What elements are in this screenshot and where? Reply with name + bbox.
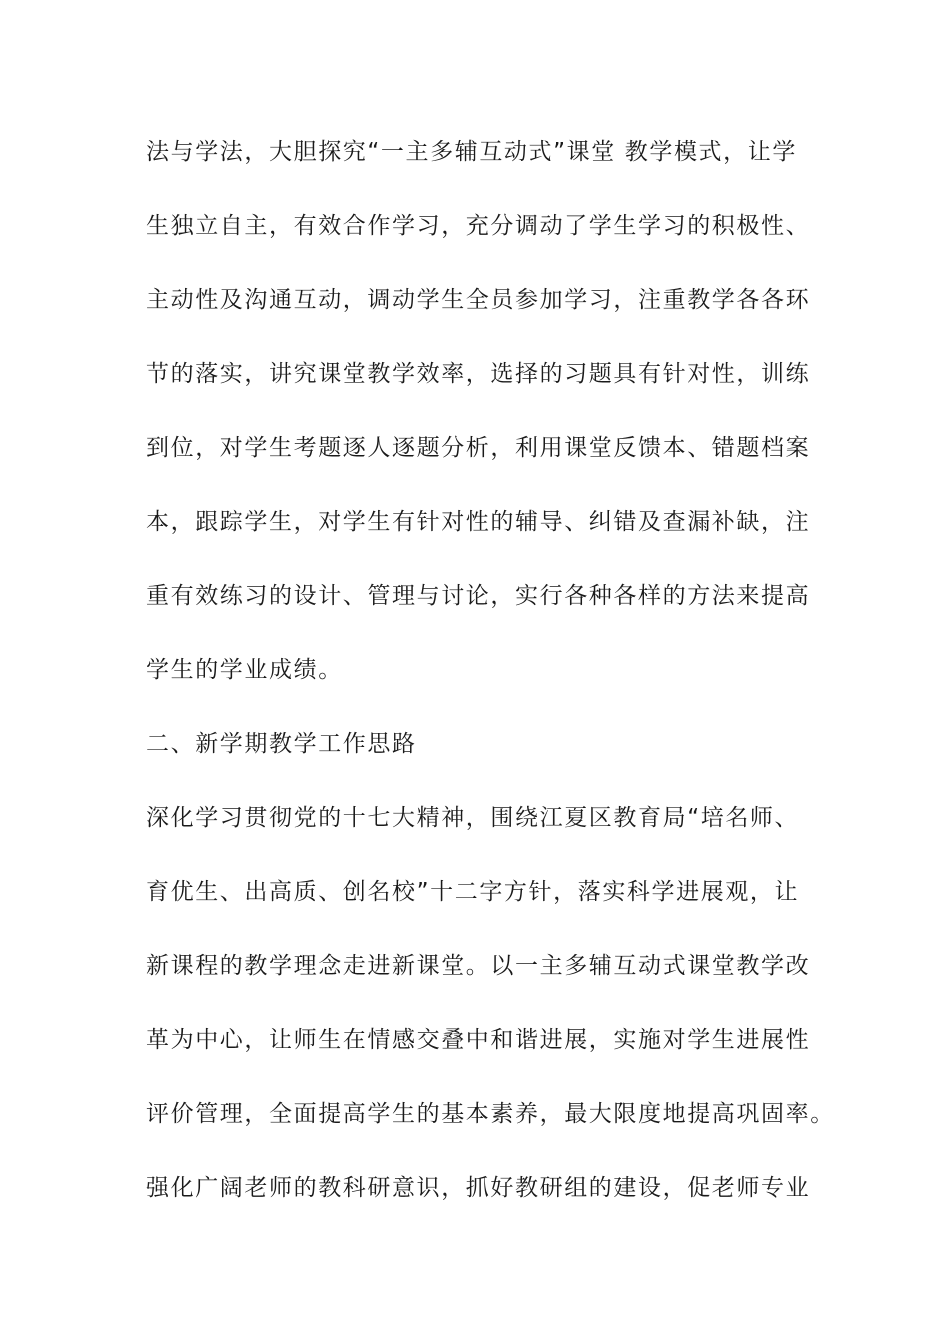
text-line-10: 深化学习贯彻党的十七大精神，围绕江夏区教育局“培名师、 (146, 805, 800, 831)
text-line-13: 革为中心，让师生在情感交叠中和谐进展，实施对学生进展性 (146, 1027, 811, 1053)
text-line-2: 生独立自主，有效合作学习，充分调动了学生学习的积极性、 (146, 213, 811, 239)
text-line-5: 到位，对学生考题逐人逐题分析，利用课堂反馈本、错题档案 (146, 435, 811, 461)
section-heading: 二、新学期教学工作思路 (146, 731, 417, 757)
text-line-8: 学生的学业成绩。 (146, 657, 343, 683)
document-body (146, 126, 846, 1236)
text-line-14: 评价管理，全面提高学生的基本素养，最大限度地提高巩固率。 (146, 1101, 835, 1127)
text-line-3: 主动性及沟通互动，调动学生全员参加学习，注重教学各各环 (146, 287, 811, 313)
text-line-15: 强化广阔老师的教科研意识，抓好教研组的建设，促老师专业 (146, 1175, 811, 1201)
text-line-4: 节的落实，讲究课堂教学效率，选择的习题具有针对性，训练 (146, 361, 811, 387)
text-line-1: 法与学法，大胆探究“一主多辅互动式”课堂 教学模式，让学 (146, 139, 797, 165)
text-line-11: 育优生、出高质、创名校”十二字方针，落实科学进展观，让 (146, 879, 800, 905)
text-line-6: 本，跟踪学生，对学生有针对性的辅导、纠错及查漏补缺，注 (146, 509, 811, 535)
text-line-7: 重有效练习的设计、管理与讨论，实行各种各样的方法来提高 (146, 583, 811, 609)
text-line-12: 新课程的教学理念走进新课堂。以一主多辅互动式课堂教学改 (146, 953, 811, 979)
